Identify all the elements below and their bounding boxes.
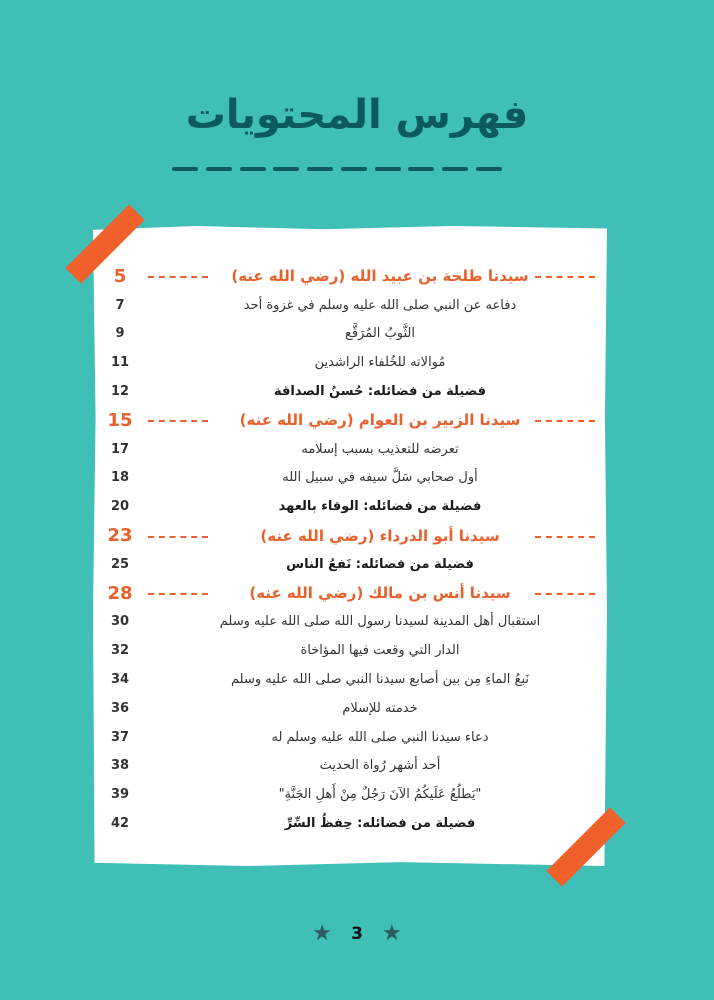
toc-section[interactable] <box>93 521 607 550</box>
page-footer <box>0 921 714 946</box>
entry-title: دفاعه عن النبي صلى الله عليه وسلم في غزوة أحد <box>243 297 517 313</box>
entry-page-number: 42 <box>110 816 130 832</box>
toc-entry[interactable] <box>93 608 607 637</box>
section-title: سيدنا أبو الدرداء (رضي الله عنه) <box>260 526 500 545</box>
toc-entry[interactable] <box>93 377 607 406</box>
entry-page-number: 5 <box>113 265 127 287</box>
entry-title: استقبال أهل المدينة لسيدنا رسول الله صلى الله عليه وسلم <box>219 614 541 630</box>
entry-page-number: 30 <box>110 614 130 630</box>
toc-entry[interactable] <box>93 492 607 521</box>
entry-title: "يَطلُعُ عَلَيكُمُ الآنَ رَجُلٌ مِنْ أَهلِ الجَنَّةِ" <box>278 787 482 803</box>
entry-page-number: 39 <box>110 787 130 803</box>
entry-title: فضيلة من فضائله: الوفاء بالعهد <box>278 499 482 515</box>
toc-entry[interactable] <box>93 550 607 579</box>
toc-entry[interactable] <box>93 694 607 723</box>
toc-section[interactable] <box>93 579 607 608</box>
toc-entry[interactable] <box>93 464 607 493</box>
entry-page-number: 36 <box>110 700 130 716</box>
entry-page-number: 32 <box>110 643 130 659</box>
entry-title: نَبعُ الماءِ مِن بين أصابع سيدنا النبي صلى الله عليه وسلم <box>231 672 529 688</box>
toc-section[interactable] <box>93 406 607 435</box>
toc-entry[interactable] <box>93 435 607 464</box>
entry-title: أحد أشهر رُواة الحديث <box>319 758 441 774</box>
entry-page-number: 25 <box>110 556 130 572</box>
entry-page-number: 34 <box>110 672 130 688</box>
toc-entry[interactable] <box>93 752 607 781</box>
entry-page-number: 12 <box>110 384 130 400</box>
toc-entry[interactable] <box>93 348 607 377</box>
toc-entry[interactable] <box>93 665 607 694</box>
entry-title: الدار التي وقعت فيها المؤاخاة <box>300 643 460 659</box>
page-number: 3 <box>351 923 363 944</box>
entry-page-number: 7 <box>115 297 125 313</box>
section-title: سيدنا الزبير بن العوام (رضي الله عنه) <box>239 411 521 430</box>
entry-page-number: 38 <box>110 758 130 774</box>
toc-entry[interactable] <box>93 320 607 349</box>
toc-entry[interactable] <box>93 636 607 665</box>
star-icon: ★ <box>312 921 332 946</box>
toc-section[interactable] <box>93 262 607 291</box>
entry-page-number: 23 <box>107 525 133 547</box>
entry-page-number: 15 <box>107 409 133 431</box>
toc-entry[interactable] <box>93 780 607 809</box>
entry-title: أول صحابي سَلَّ سيفه في سبيل الله <box>282 470 478 486</box>
entry-title: فضيلة من فضائله: حِفظُ السِّرِّ <box>284 816 476 832</box>
entry-title: تعرضه للتعذيب بسبب إسلامه <box>301 441 459 457</box>
entry-title: فضيلة من فضائله: نَفعُ الناس <box>286 556 474 572</box>
section-title: سيدنا أنس بن مالك (رضي الله عنه) <box>249 584 511 603</box>
entry-title: فضيلة من فضائله: حُسنُ الصداقة <box>274 384 486 400</box>
entry-page-number: 20 <box>110 499 130 515</box>
toc-entry[interactable] <box>93 291 607 320</box>
entry-page-number: 18 <box>110 470 130 486</box>
page-title: فهرس المحتويات <box>185 92 529 138</box>
entry-title: الثَّوبُ المُرَقَّع <box>345 326 415 342</box>
toc-entry[interactable] <box>93 809 607 838</box>
entry-page-number: 9 <box>115 326 125 342</box>
entry-title: خدمته للإسلام <box>342 700 418 716</box>
entry-page-number: 11 <box>110 355 130 371</box>
star-icon: ★ <box>382 921 402 946</box>
table-of-contents <box>93 262 607 838</box>
entry-page-number: 17 <box>110 441 130 457</box>
entry-page-number: 37 <box>110 729 130 745</box>
title-underline <box>172 167 502 172</box>
section-title: سيدنا طلحة بن عبيد الله (رضي الله عنه) <box>231 267 529 286</box>
entry-title: مُوالاته للخُلفاء الراشدين <box>314 355 446 371</box>
entry-title: دعاء سيدنا النبي صلى الله عليه وسلم له <box>271 729 489 745</box>
toc-entry[interactable] <box>93 723 607 752</box>
entry-page-number: 28 <box>107 582 133 604</box>
